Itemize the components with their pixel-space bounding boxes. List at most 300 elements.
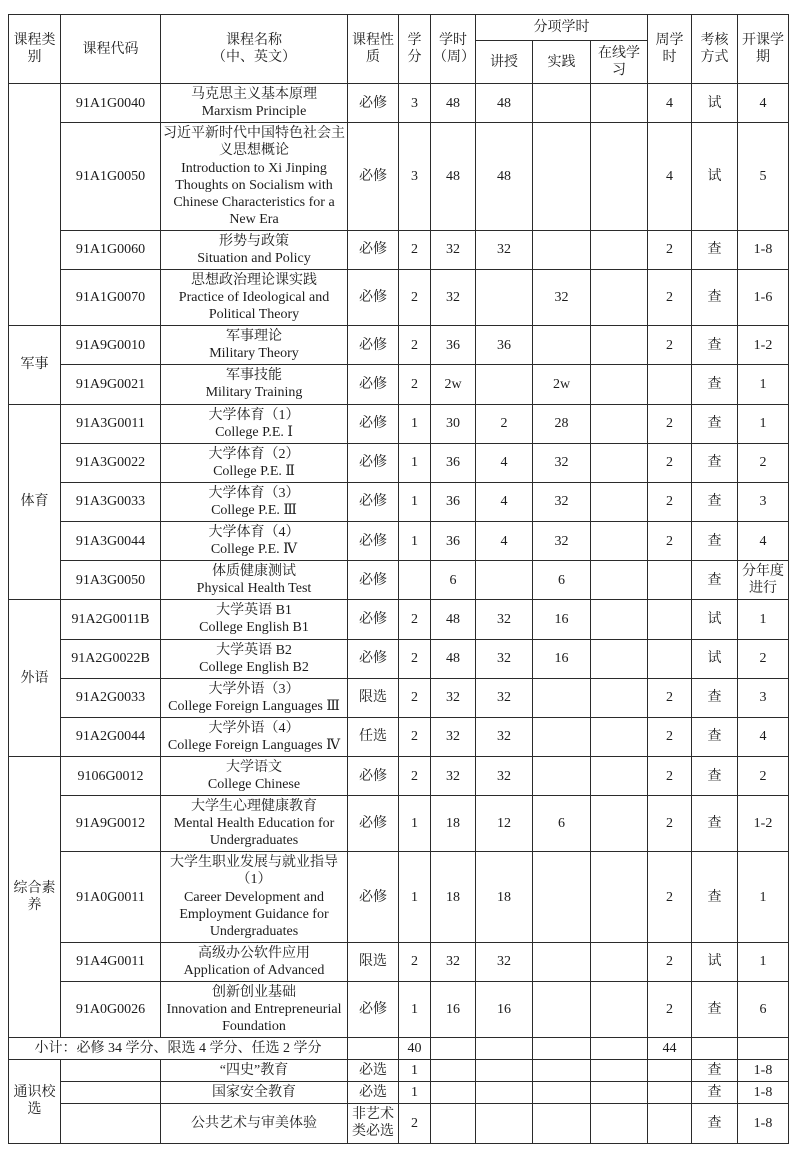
online-hours: [591, 717, 648, 756]
lecture-hours: 32: [476, 942, 533, 981]
course-name-en: Application of Advanced: [183, 962, 325, 978]
course-name: [161, 852, 348, 942]
course-name-zh: 公共艺术与审美体验: [191, 1115, 317, 1131]
header-course-name: 课程名称 （中、英文）: [161, 15, 348, 84]
course-name-en: College Chinese: [207, 777, 301, 793]
course-name: [161, 756, 348, 795]
weekly-hours: 2: [648, 852, 692, 942]
table-row: [9, 1082, 789, 1104]
course-name-en: Practice of Ideological and Political Theory: [178, 290, 330, 323]
lecture-hours: [476, 1104, 533, 1143]
course-code: 91A1G0040: [61, 84, 161, 123]
hours: 36: [431, 326, 476, 365]
semester: 2: [738, 443, 789, 482]
practice-hours: 32: [533, 270, 591, 326]
practice-hours: [533, 1038, 591, 1060]
credits: 2: [399, 326, 431, 365]
course-name: [161, 123, 348, 230]
weekly-hours: 2: [648, 678, 692, 717]
assessment: 查: [692, 561, 738, 600]
table-row: [9, 756, 789, 795]
weekly-hours: 4: [648, 84, 692, 123]
course-name-zh: 大学英语 B1: [216, 603, 292, 619]
table-row: [9, 326, 789, 365]
online-hours: [591, 123, 648, 230]
course-name-en: Physical Health Test: [196, 581, 312, 597]
course-code: 91A4G0011: [61, 942, 161, 981]
lecture-hours: 32: [476, 230, 533, 269]
practice-hours: [533, 852, 591, 942]
practice-hours: 32: [533, 482, 591, 521]
assessment: 查: [692, 796, 738, 852]
course-name-en: Innovation and Entrepreneurial Foundation: [166, 1001, 342, 1035]
practice-hours: 16: [533, 600, 591, 639]
weekly-hours: [648, 1060, 692, 1082]
course-code: 91A9G0010: [61, 326, 161, 365]
assessment: 查: [692, 522, 738, 561]
semester: 3: [738, 678, 789, 717]
course-nature: 限选: [348, 942, 399, 981]
lecture-hours: 32: [476, 678, 533, 717]
hours: 32: [431, 270, 476, 326]
header-credits: 学分: [399, 15, 431, 84]
lecture-hours: 4: [476, 443, 533, 482]
online-hours: [591, 1060, 648, 1082]
assessment: 查: [692, 326, 738, 365]
credits: 2: [399, 600, 431, 639]
course-name-zh: 高级办公软件应用: [198, 945, 310, 961]
course-name-en: College English B2: [199, 659, 309, 675]
course-code: 91A3G0011: [61, 404, 161, 443]
course-nature: 必修: [348, 522, 399, 561]
lecture-hours: 12: [476, 796, 533, 852]
course-name-zh: 大学语文: [226, 759, 282, 775]
assessment: 查: [692, 717, 738, 756]
course-name-zh: 体质健康测试: [212, 564, 296, 580]
course-nature: 非艺术类必选: [348, 1104, 399, 1143]
course-name: [161, 678, 348, 717]
weekly-hours: 2: [648, 981, 692, 1037]
semester: 分年度进行: [738, 561, 789, 600]
course-name-zh: 大学体育（2）: [208, 446, 300, 462]
course-code: 91A3G0050: [61, 561, 161, 600]
credits: 2: [399, 365, 431, 404]
course-nature: 限选: [348, 678, 399, 717]
semester: 1-2: [738, 326, 789, 365]
hours: [431, 1038, 476, 1060]
table-row: [9, 1104, 789, 1143]
course-name: [161, 482, 348, 521]
online-hours: [591, 600, 648, 639]
online-hours: [591, 230, 648, 269]
online-hours: [591, 852, 648, 942]
hours: 36: [431, 482, 476, 521]
header-sub-hours-group: 分项学时: [476, 15, 648, 41]
category-cell: 外语: [9, 600, 61, 757]
assessment: 查: [692, 443, 738, 482]
table-row: [9, 678, 789, 717]
hours: 32: [431, 230, 476, 269]
credits: 2: [399, 756, 431, 795]
course-nature: 必修: [348, 443, 399, 482]
course-code: 91A0G0026: [61, 981, 161, 1037]
course-name-zh: 军事技能: [226, 368, 282, 384]
course-name-zh: 创新创业基础: [212, 984, 296, 1000]
course-name: [161, 1104, 348, 1143]
weekly-hours: 2: [648, 482, 692, 521]
hours: 16: [431, 981, 476, 1037]
online-hours: [591, 443, 648, 482]
assessment: 查: [692, 852, 738, 942]
table-row: [9, 942, 789, 981]
weekly-hours: 2: [648, 756, 692, 795]
practice-hours: 32: [533, 443, 591, 482]
table-row: [9, 717, 789, 756]
table-row: [9, 639, 789, 678]
hours: 2w: [431, 365, 476, 404]
course-nature: 必修: [348, 404, 399, 443]
lecture-hours: [476, 1038, 533, 1060]
lecture-hours: 32: [476, 600, 533, 639]
course-code: 91A3G0022: [61, 443, 161, 482]
credits: 1: [399, 1082, 431, 1104]
course-name-zh: 大学体育（1）: [208, 407, 300, 423]
credits: 2: [399, 717, 431, 756]
table-row: [9, 600, 789, 639]
lecture-hours: 4: [476, 522, 533, 561]
course-code: 91A2G0022B: [61, 639, 161, 678]
course-name-zh: 大学生职业发展与就业指导（1）: [170, 855, 338, 888]
weekly-hours: [648, 561, 692, 600]
weekly-hours: [648, 1082, 692, 1104]
course-name-en: College Foreign Languages Ⅲ: [168, 698, 340, 714]
course-code: 91A3G0044: [61, 522, 161, 561]
course-nature: 必修: [348, 123, 399, 230]
header-category: 课程类别: [9, 15, 61, 84]
course-name: [161, 443, 348, 482]
practice-hours: [533, 678, 591, 717]
credits: 2: [399, 678, 431, 717]
practice-hours: [533, 1082, 591, 1104]
assessment: 查: [692, 404, 738, 443]
weekly-hours: [648, 639, 692, 678]
practice-hours: 16: [533, 639, 591, 678]
course-name-zh: 思想政治理论课实践: [191, 273, 317, 289]
hours: 48: [431, 639, 476, 678]
table-row: [9, 796, 789, 852]
credits: 2: [399, 230, 431, 269]
course-name-zh: 国家安全教育: [212, 1085, 296, 1101]
online-hours: [591, 796, 648, 852]
header-assessment: 考核方式: [692, 15, 738, 84]
semester: 4: [738, 84, 789, 123]
credits: 1: [399, 443, 431, 482]
course-name-en: Military Training: [205, 385, 303, 401]
course-name-zh: 军事理论: [226, 329, 282, 345]
semester: 1-6: [738, 270, 789, 326]
online-hours: [591, 1038, 648, 1060]
course-name-zh: 大学体育（4）: [208, 525, 300, 541]
table-row: [9, 84, 789, 123]
online-hours: [591, 270, 648, 326]
course-name-en: College Foreign Languages Ⅳ: [167, 737, 341, 753]
course-name-en: Mental Health Education for Undergraduates: [173, 816, 335, 849]
course-name-zh: 马克思主义基本原理: [191, 87, 317, 103]
header-lecture: 讲授: [476, 41, 533, 84]
course-nature: 必修: [348, 326, 399, 365]
online-hours: [591, 942, 648, 981]
weekly-hours: 2: [648, 522, 692, 561]
course-name-zh: 大学外语（4）: [208, 720, 300, 736]
course-code: 91A2G0044: [61, 717, 161, 756]
online-hours: [591, 981, 648, 1037]
course-nature: 必修: [348, 600, 399, 639]
course-name-en: College English B1: [199, 620, 309, 636]
online-hours: [591, 639, 648, 678]
course-code: 91A2G0011B: [61, 600, 161, 639]
course-nature: 必修: [348, 852, 399, 942]
hours: 6: [431, 561, 476, 600]
course-code: 91A2G0033: [61, 678, 161, 717]
semester: 2: [738, 756, 789, 795]
weekly-hours: [648, 365, 692, 404]
weekly-hours: 2: [648, 230, 692, 269]
semester: 1: [738, 942, 789, 981]
course-name-en: College P.E. Ⅲ: [211, 502, 297, 518]
course-name: [161, 600, 348, 639]
course-name-en: Military Theory: [209, 346, 299, 362]
course-name: [161, 942, 348, 981]
assessment: 试: [692, 123, 738, 230]
hours: [431, 1104, 476, 1143]
subtotal-weekly-hours: 44: [648, 1038, 692, 1060]
online-hours: [591, 365, 648, 404]
lecture-hours: 16: [476, 981, 533, 1037]
credits: 2: [399, 639, 431, 678]
category-cell: 通识校选: [9, 1060, 61, 1143]
assessment: 查: [692, 230, 738, 269]
course-name-en: Introduction to Xi Jinping Thoughts on Socialism with Chinese Characteristics for a New Era: [173, 160, 335, 227]
header-weekly-hours: 周学时: [648, 15, 692, 84]
table-row: [9, 404, 789, 443]
lecture-hours: 48: [476, 84, 533, 123]
course-name-en: College P.E. Ⅰ: [215, 424, 293, 440]
course-code: 91A0G0011: [61, 852, 161, 942]
lecture-hours: [476, 365, 533, 404]
header-practice: 实践: [533, 41, 591, 84]
table-row: [9, 270, 789, 326]
course-name-zh: 习近平新时代中国特色社会主义思想概论: [163, 126, 345, 159]
course-code: [61, 1060, 161, 1082]
practice-hours: [533, 1104, 591, 1143]
practice-hours: 6: [533, 561, 591, 600]
practice-hours: [533, 230, 591, 269]
header-online: 在线学习: [591, 41, 648, 84]
practice-hours: 2w: [533, 365, 591, 404]
assessment: 试: [692, 639, 738, 678]
assessment: 试: [692, 942, 738, 981]
category-cell: 体育: [9, 404, 61, 600]
course-code: [61, 1104, 161, 1143]
hours: 32: [431, 678, 476, 717]
assessment: 查: [692, 1082, 738, 1104]
lecture-hours: [476, 561, 533, 600]
semester: 1: [738, 600, 789, 639]
course-name: [161, 230, 348, 269]
subtotal-label: 小计：必修 34 学分、限选 4 学分、任选 2 学分: [9, 1038, 348, 1060]
online-hours: [591, 561, 648, 600]
weekly-hours: 2: [648, 270, 692, 326]
course-name: [161, 84, 348, 123]
table-row: [9, 981, 789, 1037]
course-name-zh: 大学外语（3）: [208, 681, 300, 697]
practice-hours: [533, 756, 591, 795]
hours: 32: [431, 942, 476, 981]
semester: 2: [738, 639, 789, 678]
online-hours: [591, 326, 648, 365]
subtotal-credits: 40: [399, 1038, 431, 1060]
course-name: [161, 404, 348, 443]
online-hours: [591, 522, 648, 561]
online-hours: [591, 404, 648, 443]
course-name-zh: 形势与政策: [219, 233, 289, 249]
course-name: [161, 796, 348, 852]
assessment: 试: [692, 600, 738, 639]
lecture-hours: [476, 270, 533, 326]
course-nature: 必修: [348, 270, 399, 326]
lecture-hours: 48: [476, 123, 533, 230]
lecture-hours: [476, 1060, 533, 1082]
course-name-zh: 大学体育（3）: [208, 485, 300, 501]
practice-hours: [533, 84, 591, 123]
hours: [431, 1082, 476, 1104]
assessment: [692, 1038, 738, 1060]
course-name: [161, 981, 348, 1037]
assessment: 查: [692, 756, 738, 795]
weekly-hours: 2: [648, 717, 692, 756]
hours: 32: [431, 756, 476, 795]
assessment: 查: [692, 270, 738, 326]
semester: [738, 1038, 789, 1060]
weekly-hours: [648, 600, 692, 639]
lecture-hours: 36: [476, 326, 533, 365]
semester: 6: [738, 981, 789, 1037]
table-row: [9, 852, 789, 942]
course-name-en: Marxism Principle: [201, 104, 307, 120]
course-code: [61, 1082, 161, 1104]
header-hours: 学时（周）: [431, 15, 476, 84]
credits: 2: [399, 942, 431, 981]
online-hours: [591, 756, 648, 795]
table-row: [9, 230, 789, 269]
hours: [431, 1060, 476, 1082]
lecture-hours: 32: [476, 639, 533, 678]
lecture-hours: 18: [476, 852, 533, 942]
assessment: 查: [692, 678, 738, 717]
table-row: [9, 561, 789, 600]
weekly-hours: 4: [648, 123, 692, 230]
semester: 1-8: [738, 1082, 789, 1104]
online-hours: [591, 482, 648, 521]
course-nature: 必修: [348, 84, 399, 123]
course-name: [161, 522, 348, 561]
course-name: [161, 639, 348, 678]
weekly-hours: 2: [648, 796, 692, 852]
hours: 18: [431, 852, 476, 942]
course-name: [161, 1082, 348, 1104]
table-row: [9, 443, 789, 482]
practice-hours: [533, 981, 591, 1037]
practice-hours: [533, 123, 591, 230]
practice-hours: 32: [533, 522, 591, 561]
credits: 1: [399, 1060, 431, 1082]
header-semester: 开课学期: [738, 15, 789, 84]
credits: 3: [399, 84, 431, 123]
course-name-en: College P.E. Ⅳ: [210, 542, 298, 558]
online-hours: [591, 84, 648, 123]
credits: 1: [399, 404, 431, 443]
header-nature: 课程性质: [348, 15, 399, 84]
course-name-en: Situation and Policy: [197, 250, 311, 266]
table-row: [9, 1060, 789, 1082]
hours: 36: [431, 522, 476, 561]
hours: 36: [431, 443, 476, 482]
course-nature: 必选: [348, 1060, 399, 1082]
hours: 48: [431, 123, 476, 230]
course-code: 91A9G0012: [61, 796, 161, 852]
table-row: [9, 123, 789, 230]
course-name-zh: 大学英语 B2: [216, 642, 292, 658]
credits: 1: [399, 482, 431, 521]
online-hours: [591, 678, 648, 717]
practice-hours: [533, 942, 591, 981]
lecture-hours: 2: [476, 404, 533, 443]
practice-hours: [533, 717, 591, 756]
category-cell: 军事: [9, 326, 61, 404]
online-hours: [591, 1104, 648, 1143]
hours: 30: [431, 404, 476, 443]
semester: 1: [738, 365, 789, 404]
assessment: 查: [692, 981, 738, 1037]
semester: 1-8: [738, 1104, 789, 1143]
semester: 1-8: [738, 230, 789, 269]
semester: 1: [738, 852, 789, 942]
table-header: [9, 15, 789, 84]
course-code: 91A1G0070: [61, 270, 161, 326]
course-name: [161, 270, 348, 326]
semester: 4: [738, 522, 789, 561]
credits: 1: [399, 796, 431, 852]
weekly-hours: 2: [648, 443, 692, 482]
credits: 1: [399, 981, 431, 1037]
course-code: 91A9G0021: [61, 365, 161, 404]
course-code: 91A1G0050: [61, 123, 161, 230]
practice-hours: 28: [533, 404, 591, 443]
assessment: 试: [692, 84, 738, 123]
course-nature: 必修: [348, 981, 399, 1037]
lecture-hours: [476, 1082, 533, 1104]
credits: 1: [399, 852, 431, 942]
course-nature: 必修: [348, 230, 399, 269]
semester: 1: [738, 404, 789, 443]
semester: 5: [738, 123, 789, 230]
subtotal-row: [9, 1038, 789, 1060]
credits: 1: [399, 522, 431, 561]
hours: 48: [431, 600, 476, 639]
course-nature: 必修: [348, 639, 399, 678]
credits: [399, 561, 431, 600]
course-nature: 必修: [348, 561, 399, 600]
